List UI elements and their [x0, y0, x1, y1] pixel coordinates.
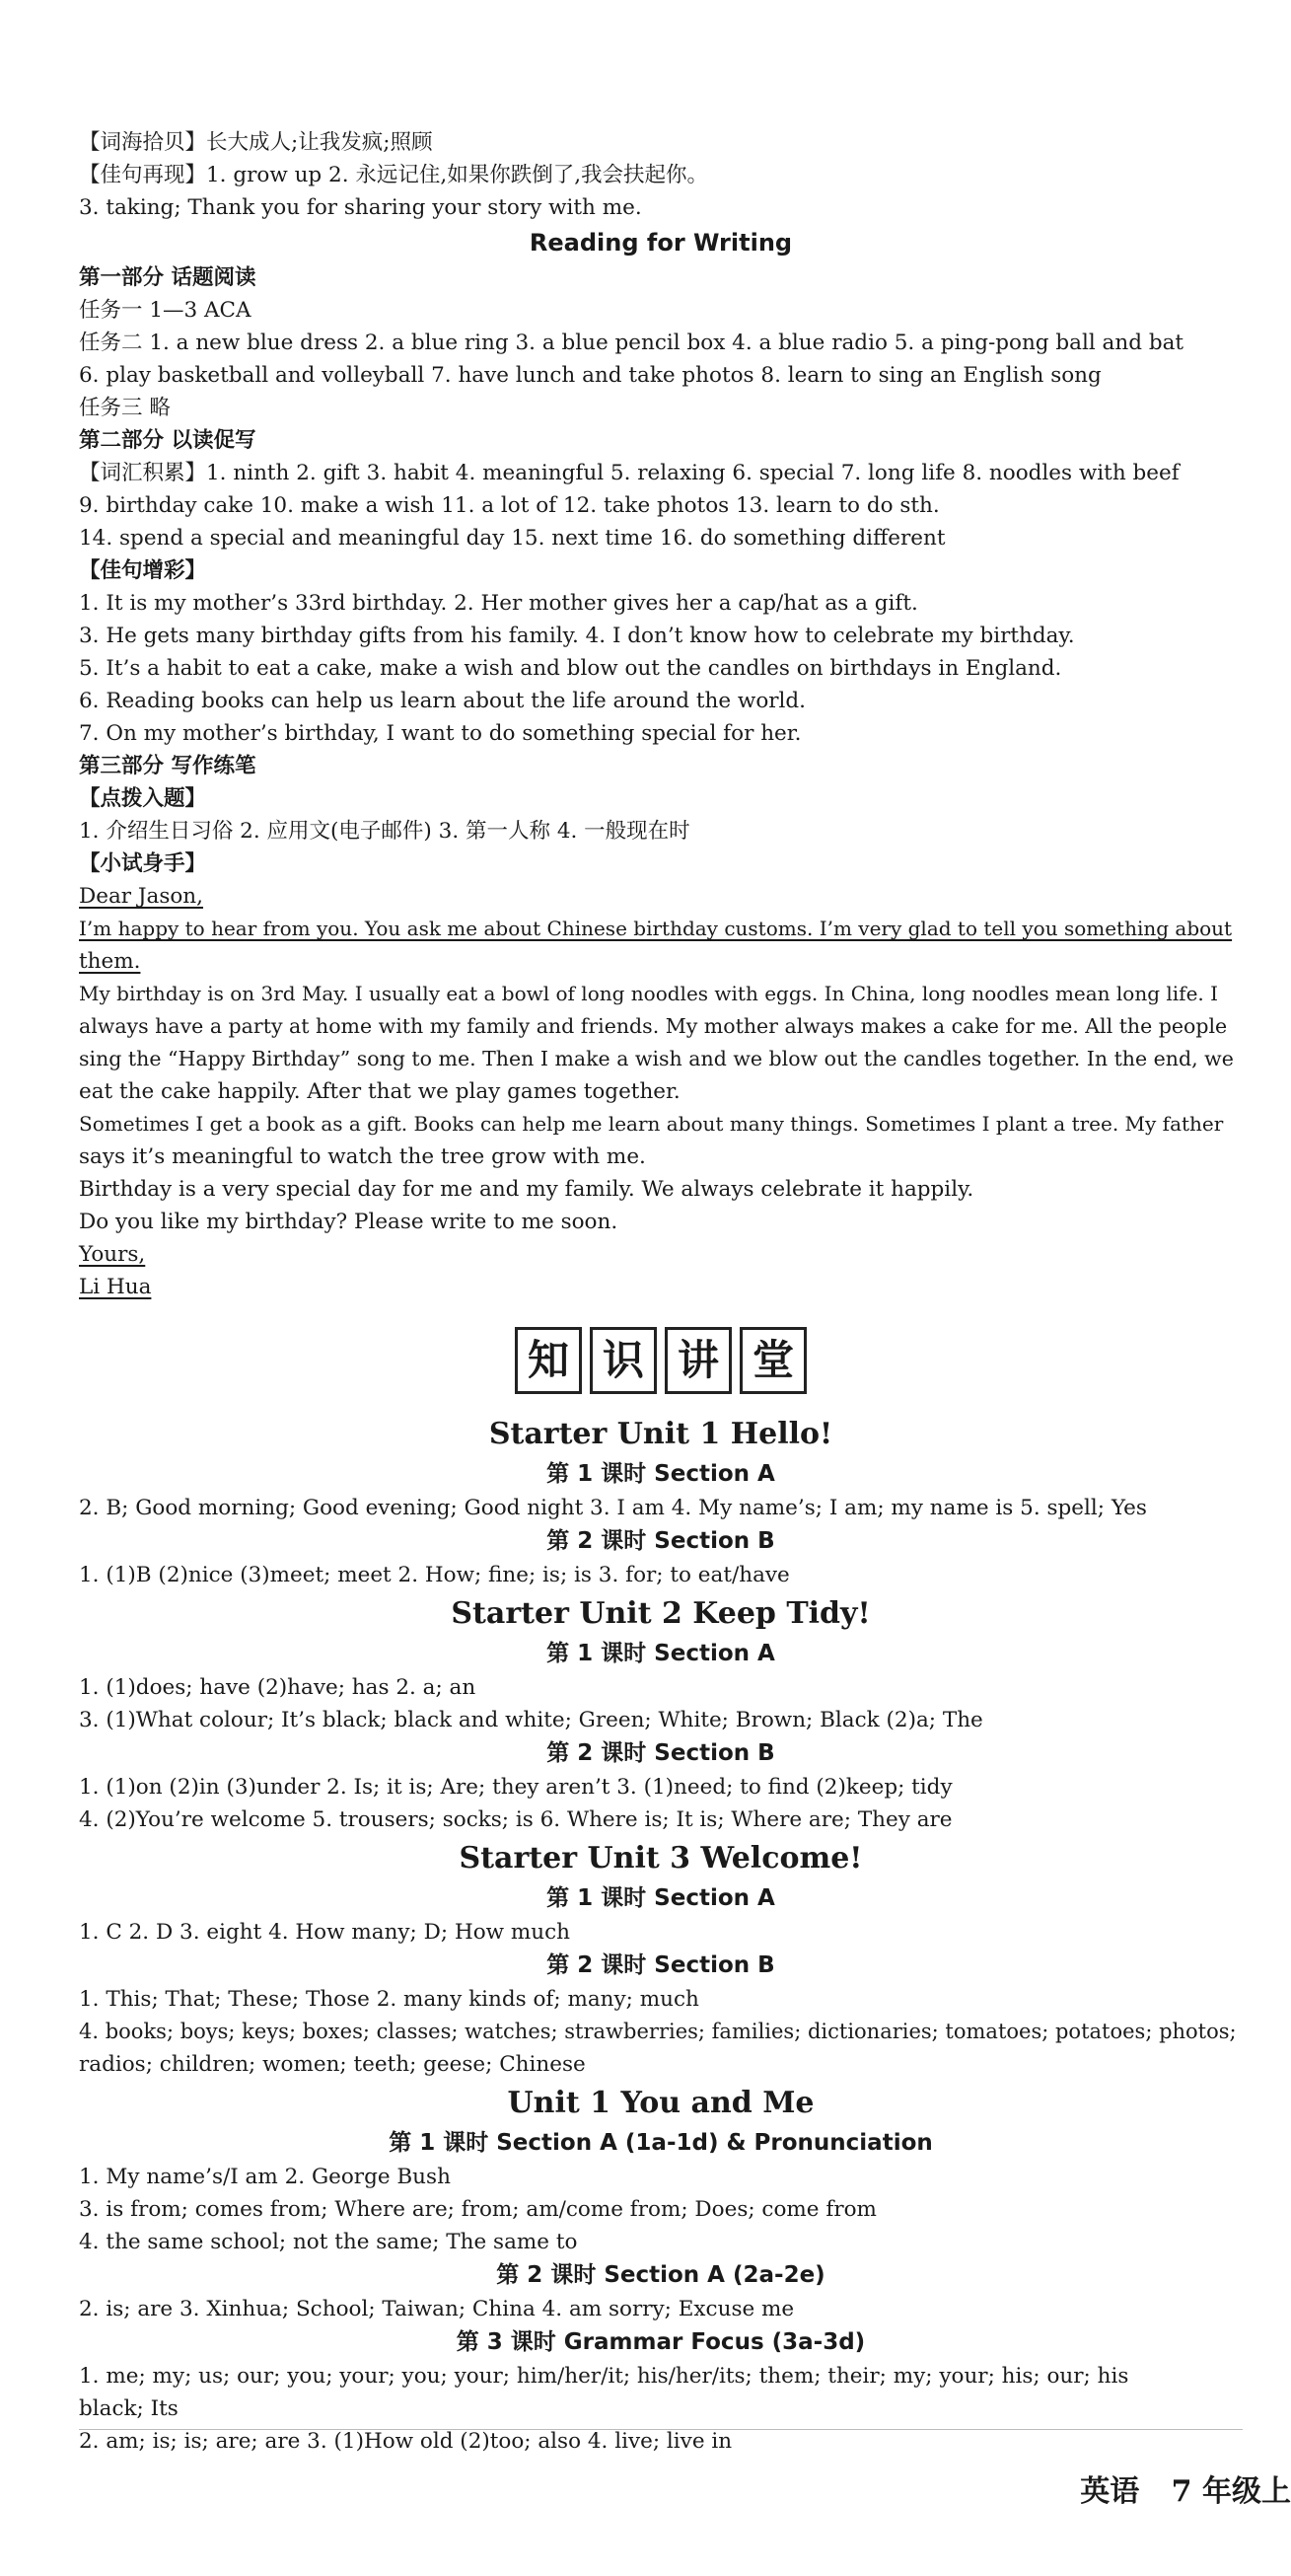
- banner-char: 堂: [740, 1327, 807, 1394]
- sentence-item: 5. It’s a habit to eat a cake, make a wish and blow out the candles on birthdays in England.: [79, 656, 1062, 681]
- answer-line: 4. the same school; not the same; The same to: [79, 2230, 578, 2254]
- answer-line: 3. is from; comes from; Where are; from; am/come from; Does; come from: [79, 2197, 877, 2222]
- footer-subject: 英语: [1080, 2474, 1140, 2509]
- page-footer: [1058, 2466, 1291, 2510]
- answer-line: 3. (1)What colour; It’s black; black and white; Green; White; Brown; Black (2)a; The: [79, 1708, 983, 1732]
- answer-line: 2. B; Good morning; Good evening; Good night 3. I am 4. My name’s; I am; my name is 5. spell; Yes: [79, 1496, 1147, 1520]
- letter-body-line: Do you like my birthday? Please write to me soon.: [79, 1210, 618, 1234]
- sentence-item: 3. He gets many birthday gifts from his family. 4. I don’t know how to celebrate my birthday.: [79, 624, 1075, 648]
- letter-body-line: My birthday is on 3rd May. I usually eat a bowl of long noodles with eggs. In China, long noodles mean long life. I: [79, 982, 1219, 1005]
- letter-closing: Yours,: [79, 1242, 146, 1267]
- answer-line: 1. (1)does; have (2)have; has 2. a; an: [79, 1675, 476, 1700]
- sentence-item: 1. It is my mother’s 33rd birthday. 2. Her mother gives her a cap/hat as a gift.: [79, 591, 918, 616]
- answer-line: 3. taking; Thank you for sharing your story with me.: [79, 195, 642, 220]
- answer-line: 1. me; my; us; our; you; your; you; your; him/her/it; his/her/its; them; their; my; your; his; our; his: [79, 2364, 1129, 2389]
- lesson-title: 第 1 课时 Section A (1a-1d) & Pronunciation: [389, 2130, 933, 2156]
- rfw-title: Reading for Writing: [529, 229, 793, 257]
- lesson-title: 第 2 课时 Section A (2a-2e): [496, 2262, 825, 2288]
- letter-opening: I’m happy to hear from you. You ask me about Chinese birthday customs. I’m very glad to tell you something about: [79, 917, 1233, 940]
- task1-line: 任务一 1—3 ACA: [79, 298, 251, 323]
- part3-title: 第三部分 写作练笔: [79, 754, 256, 778]
- letter-body-line: eat the cake happily. After that we play games together.: [79, 1079, 681, 1104]
- footer-divider: [79, 2429, 1243, 2430]
- try-title: 【小试身手】: [79, 851, 207, 876]
- vocab-line: 【词海拾贝】长大成人;让我发疯;照顾: [79, 130, 433, 155]
- unit-title: Starter Unit 1 Hello!: [488, 1417, 833, 1451]
- letter-body-line: always have a party at home with my family and friends. My mother always makes a cake for me. All the people: [79, 1014, 1228, 1038]
- unit-title: Starter Unit 2 Keep Tidy!: [451, 1596, 871, 1631]
- answer-line: 1. (1)on (2)in (3)under 2. Is; it is; Are; they aren’t 3. (1)need; to find (2)keep; tidy: [79, 1775, 953, 1800]
- tips-title: 【点拨入题】: [79, 786, 207, 811]
- sentences-title: 【佳句增彩】: [79, 558, 207, 583]
- answer-line: radios; children; women; teeth; geese; Chinese: [79, 2052, 586, 2077]
- lesson-title: 第 1 课时 Section A: [546, 1461, 775, 1487]
- answer-line: 4. books; boys; keys; boxes; classes; watches; strawberries; families; dictionaries; tomatoes; potatoes; photos;: [79, 2020, 1237, 2043]
- unit-title: Unit 1 You and Me: [507, 2086, 815, 2120]
- task2-line-cont: 6. play basketball and volleyball 7. have lunch and take photos 8. learn to sing an English song: [79, 363, 1102, 388]
- vocab-accum-line: 9. birthday cake 10. make a wish 11. a lot of 12. take photos 13. learn to do sth.: [79, 493, 940, 518]
- sentence-item: 7. On my mother’s birthday, I want to do something special for her.: [79, 721, 802, 746]
- letter-body-line: sing the “Happy Birthday” song to me. Then I make a wish and we blow out the candles together. In the end, we: [79, 1047, 1234, 1070]
- vocab-accum-line: 14. spend a special and meaningful day 15. next time 16. do something different: [79, 526, 946, 551]
- letter-signature: Li Hua: [79, 1275, 152, 1299]
- letter-body-line: Birthday is a very special day for me and my family. We always celebrate it happily.: [79, 1177, 974, 1202]
- banner-char: 知: [515, 1327, 582, 1394]
- task2-line: 任务二 1. a new blue dress 2. a blue ring 3. a blue pencil box 4. a blue radio 5. a ping-pong ball and bat: [79, 331, 1184, 355]
- part1-title: 第一部分 话题阅读: [79, 265, 256, 290]
- answer-line: 1. C 2. D 3. eight 4. How many; D; How much: [79, 1920, 571, 1945]
- letter-body-line: says it’s meaningful to watch the tree grow with me.: [79, 1144, 646, 1169]
- answer-line: black; Its: [79, 2396, 179, 2421]
- answer-line: 4. (2)You’re welcome 5. trousers; socks; is 6. Where is; It is; Where are; They are: [79, 1807, 953, 1832]
- answer-line: 2. am; is; is; are; are 3. (1)How old (2)too; also 4. live; live in: [79, 2429, 733, 2454]
- knowledge-banner: [79, 1317, 1243, 1406]
- tips-line: 1. 介绍生日习俗 2. 应用文(电子邮件) 3. 第一人称 4. 一般现在时: [79, 819, 690, 844]
- answer-line: 1. (1)B (2)nice (3)meet; meet 2. How; fine; is; is 3. for; to eat/have: [79, 1563, 790, 1587]
- answer-line: 1. This; That; These; Those 2. many kinds of; many; much: [79, 1987, 699, 2012]
- part2-title: 第二部分 以读促写: [79, 428, 256, 453]
- answer-line: 2. is; are 3. Xinhua; School; Taiwan; China 4. am sorry; Excuse me: [79, 2297, 795, 2321]
- banner-char: 识: [590, 1327, 657, 1394]
- vocab-accum-line: 【词汇积累】1. ninth 2. gift 3. habit 4. meaningful 5. relaxing 6. special 7. long life 8. noodles with beef: [79, 461, 1180, 485]
- letter-greeting: Dear Jason,: [79, 884, 203, 909]
- lesson-title: 第 2 课时 Section B: [546, 1952, 775, 1978]
- lesson-title: 第 2 课时 Section B: [546, 1528, 775, 1554]
- answer-page: [79, 126, 1243, 2458]
- sentence-line: 【佳句再现】1. grow up 2. 永远记住,如果你跌倒了,我会扶起你。: [79, 163, 709, 187]
- banner-char: 讲: [665, 1327, 732, 1394]
- lesson-title: 第 2 课时 Section B: [546, 1740, 775, 1766]
- letter-body-line: Sometimes I get a book as a gift. Books can help me learn about many things. Sometimes I plant a tree. My father: [79, 1112, 1224, 1136]
- answer-line: 1. My name’s/I am 2. George Bush: [79, 2165, 451, 2189]
- unit-title: Starter Unit 3 Welcome!: [459, 1841, 863, 1876]
- lesson-title: 第 1 课时 Section A: [546, 1885, 775, 1911]
- task3-line: 任务三 略: [79, 396, 171, 420]
- footer-grade: 7 年级上: [1171, 2474, 1291, 2509]
- lesson-title: 第 1 课时 Section A: [546, 1641, 775, 1666]
- lesson-title: 第 3 课时 Grammar Focus (3a-3d): [456, 2329, 866, 2355]
- letter-opening-cont: them.: [79, 949, 141, 974]
- sentence-item: 6. Reading books can help us learn about the life around the world.: [79, 689, 807, 713]
